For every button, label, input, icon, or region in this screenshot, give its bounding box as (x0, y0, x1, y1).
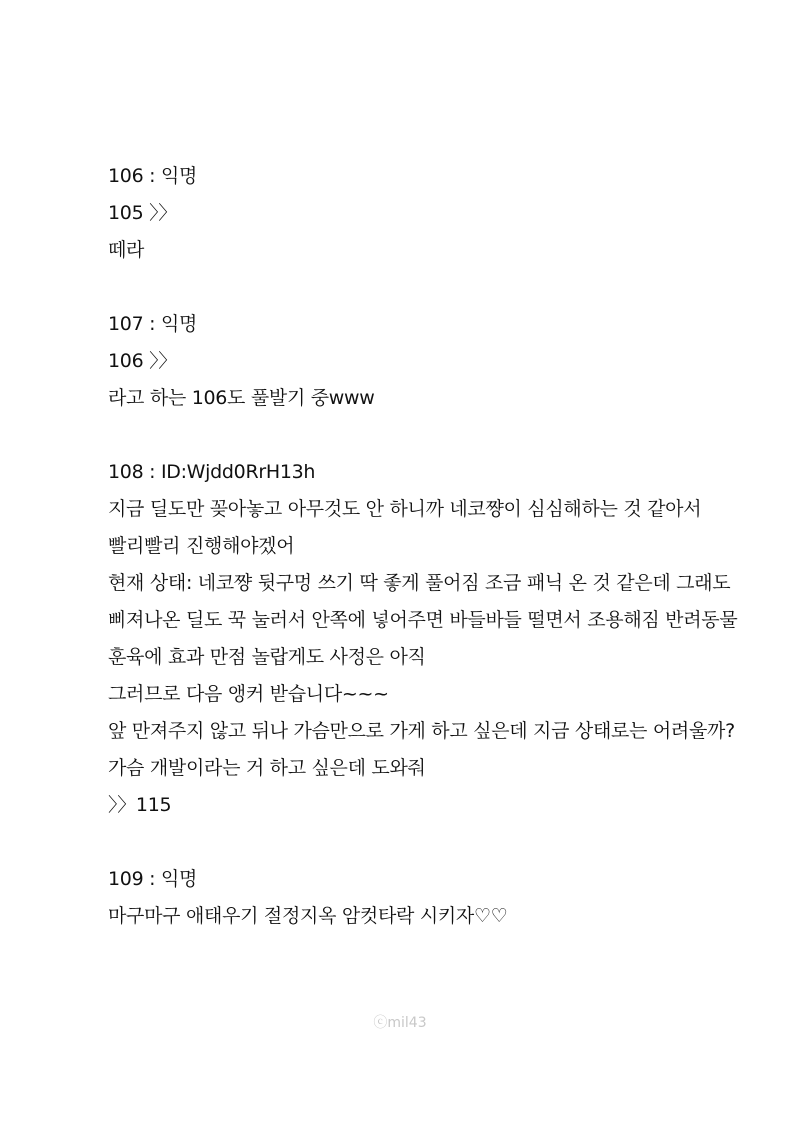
post-header: 107 : 익명 (108, 313, 198, 335)
post-109 (108, 861, 708, 935)
post-header: 108 : ID:Wjdd0RrH13h (108, 461, 316, 483)
thread-content (108, 158, 738, 972)
post-body-line: 현재 상태: 네코쨩 뒷구멍 쓰기 딱 좋게 풀어짐 조금 패닉 온 것 같은데 그래도 (108, 572, 731, 594)
post-body-line: 가슴 개발이라는 거 하고 싶은데 도와줘 (108, 757, 426, 779)
anchor-reply: 〉〉115 (108, 794, 172, 816)
post-body-line: 빨리빨리 진행해야겠어 (108, 535, 295, 557)
post-106 (108, 158, 708, 269)
post-body-line: 떼라 (108, 239, 145, 261)
watermark: ⓒmil43 (373, 1015, 427, 1031)
post-107 (108, 306, 708, 417)
anchor-reply: 105 〉〉 (108, 202, 178, 224)
post-body-line: 라고 하는 106도 풀발기 중www (108, 387, 375, 409)
post-body-line: 지금 딜도만 꽂아놓고 아무것도 안 하니까 네코쨩이 심심해하는 것 같아서 (108, 498, 702, 520)
post-header: 106 : 익명 (108, 165, 198, 187)
post-body-line: 훈육에 효과 만점 놀랍게도 사정은 아직 (108, 646, 426, 668)
post-body-line: 그러므로 다음 앵커 받습니다~~~ (108, 683, 389, 705)
anchor-reply: 106 〉〉 (108, 350, 178, 372)
post-body-line: 삐져나온 딜도 꾹 눌러서 안쪽에 넣어주면 바들바들 떨면서 조용해짐 반려동물 (108, 609, 738, 631)
post-body-line: 마구마구 애태우기 절정지옥 암컷타락 시키자♡♡ (108, 905, 508, 927)
post-108 (108, 454, 738, 824)
post-body-line: 앞 만져주지 않고 뒤나 가슴만으로 가게 하고 싶은데 지금 상태로는 어려울까? (108, 720, 735, 742)
post-header: 109 : 익명 (108, 868, 198, 890)
